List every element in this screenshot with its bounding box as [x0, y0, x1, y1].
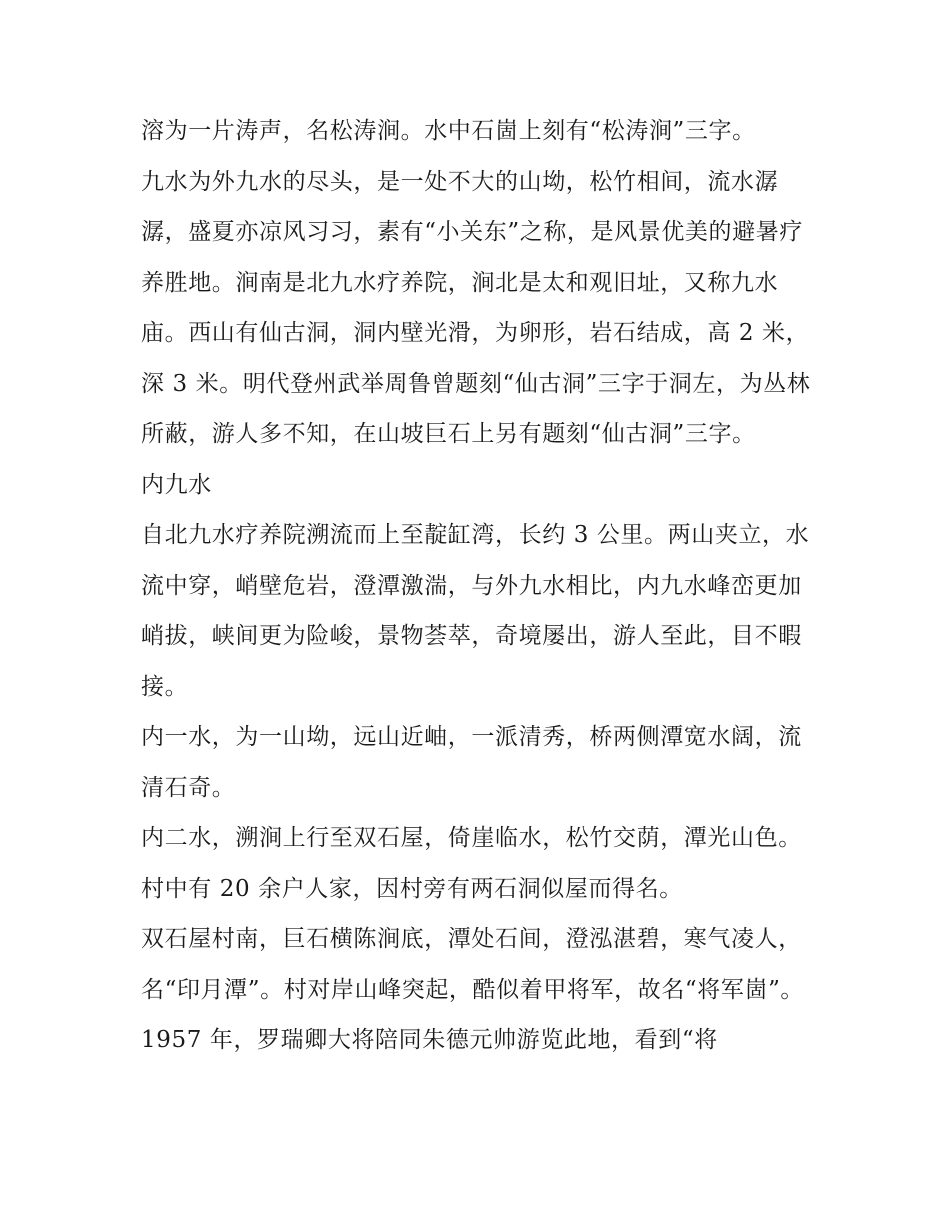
document-body	[141, 106, 813, 1066]
paragraph-songtao: 溶为一片涛声，名松涛涧。水中石崮上刻有“松涛涧”三字。	[141, 118, 756, 144]
paragraph-nei-jiushui-intro: 自北九水疗养院溯流而上至靛缸湾，长约 3 公里。两山夹立，水流中穿，峭壁危岩，澄潭激湍，与外九水相比，内九水峰峦更加峭拔，峡间更为险峻，景物荟萃，奇境屡出，游人至此，目不暇接。	[141, 522, 810, 700]
paragraph-nei-ershui: 内二水，溯涧上行至双石屋，倚崖临水，松竹交荫，潭光山色。村中有 20 余户人家，因村旁有两石洞似屋而得名。	[141, 825, 802, 902]
paragraph-shuangshiwu: 双石屋村南，巨石横陈涧底，潭处石间，澄泓湛碧，寒气凌人，名“印月潭”。村对岸山峰突起，酷似着甲将军，故名“将军崮”。1957 年，罗瑞卿大将陪同朱德元帅游览此地，看到“将	[141, 926, 805, 1053]
paragraph-jiushui: 九水为外九水的尽头，是一处不大的山坳，松竹相间，流水潺潺，盛夏亦凉风习习，素有“小关东”之称，是风景优美的避暑疗养胜地。涧南是北九水疗养院，涧北是太和观旧址，又称九水庙。西山有仙古洞，洞内壁光滑，为卵形，岩石结成，高 2 米，深 3 米。明代登州武举周鲁曾题刻“仙古洞”三字于洞左，为丛林所蔽，游人多不知，在山坡巨石上另有题刻“仙古洞”三字。	[141, 168, 811, 447]
section-heading-nei-jiushui: 内九水	[141, 471, 212, 498]
paragraph-nei-yishui: 内一水，为一山坳，远山近岫，一派清秀，桥两侧潭宽水阔，流清石奇。	[141, 724, 802, 801]
